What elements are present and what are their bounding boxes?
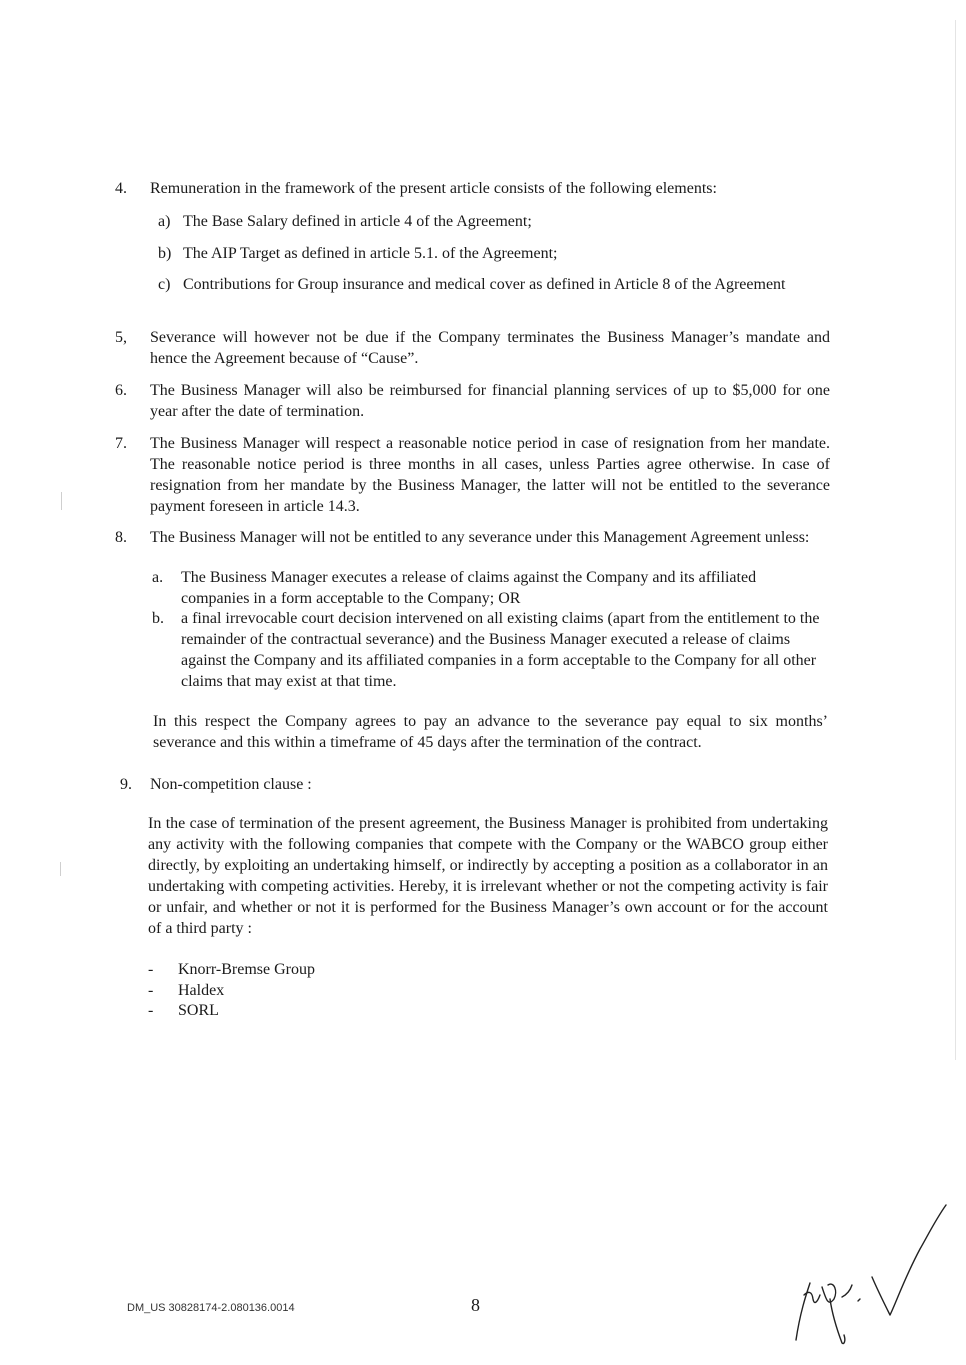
list-dash: -: [148, 982, 154, 999]
document-code: DM_US 30828174-2.080136.0014: [127, 1302, 295, 1314]
competitor-name: Haldex: [178, 982, 225, 999]
clause-8-sub-a: [152, 567, 827, 609]
clause-4: [115, 178, 830, 199]
clause-8: [115, 527, 830, 548]
clause-9: [115, 774, 830, 795]
clause-text: The Business Manager will respect a reasonable notice period in case of resignation from her mandate. The reasonable notice period is three months in all cases, unless Parties agree otherwise. In case of resignation from her mandate by the Business Manager, the latter will not be entitled to the severance payment foreseen in article 14.3.: [150, 435, 830, 515]
sub-text: The AIP Target as defined in article 5.1. of the Agreement;: [183, 245, 558, 262]
clause-5: [115, 327, 830, 369]
sub-label: b): [158, 245, 172, 262]
scan-speck: [61, 492, 62, 510]
clause-number: 5,: [115, 329, 127, 346]
sub-text: a final irrevocable court decision intervened on all existing claims (apart from the entitlement to the remainder of the contractual severance) and the Business Manager executed a release of claims against the Company and its affiliated companies in a form acceptable to the Company for all other claims that may exist at that time.: [181, 610, 820, 690]
competitor-list-item: [148, 980, 448, 1001]
clause-text: Severance will however not be due if the Company terminates the Business Manager’s mandate and hence the Agreement because of “Cause”.: [150, 329, 830, 367]
sub-text: The Base Salary defined in article 4 of the Agreement;: [183, 213, 532, 230]
scan-speck: [60, 862, 61, 876]
clause-number: 8.: [115, 529, 127, 546]
competitor-name: Knorr-Bremse Group: [178, 961, 315, 978]
clause-7: [115, 433, 830, 517]
clause-4-sub-c: [158, 274, 823, 295]
clause-text: The Business Manager will also be reimbursed for financial planning services of up to $5,000 for one year after the date of termination.: [150, 382, 830, 420]
clause-6: [115, 380, 830, 422]
clause-8-advance-paragraph: In this respect the Company agrees to pay an advance to the severance pay equal to six months’ severance and this within a timeframe of 45 days after the termination of the contract.: [153, 713, 828, 751]
clause-4-sub-b: [158, 243, 823, 264]
scan-edge-line: [955, 20, 956, 1060]
clause-title: Non-competition clause :: [150, 776, 312, 793]
sub-text: The Business Manager executes a release of claims against the Company and its affiliated companies in a form acceptable to the Company; OR: [181, 569, 757, 607]
competitor-list-item: [148, 1000, 448, 1021]
sub-label: a): [158, 213, 171, 230]
list-dash: -: [148, 1002, 154, 1019]
clause-number: 6.: [115, 382, 127, 399]
sub-label: b.: [152, 610, 164, 627]
non-competition-paragraph: In the case of termination of the present agreement, the Business Manager is prohibited from undertaking any activity with the following companies that compete with the Company or the WABCO group either directly, by exploiting an undertaking himself, or indirectly by accepting a position as a collaborator in an undertaking with competing activities. Hereby, it is irrelevant whether or not the competing activity is fair or unfair, and whether or not it is performed for the Business Manager’s own account or for the account of a third party :: [148, 815, 828, 937]
page-number: 8: [471, 1295, 480, 1315]
clause-number: 7.: [115, 435, 127, 452]
sub-text: Contributions for Group insurance and medical cover as defined in Article 8 of the Agreement: [183, 276, 786, 293]
clause-number: 4.: [115, 180, 127, 197]
clause-text: The Business Manager will not be entitled to any severance under this Management Agreement unless:: [150, 529, 810, 546]
clause-4-sub-a: [158, 211, 823, 232]
list-dash: -: [148, 961, 154, 978]
competitor-list-item: [148, 959, 448, 980]
clause-number: 9.: [120, 776, 132, 793]
handwritten-initials-signature: [780, 1195, 950, 1350]
competitor-name: SORL: [178, 1002, 219, 1019]
clause-8-sub-b: [152, 608, 827, 692]
sub-label: a.: [152, 569, 164, 586]
clause-text: Remuneration in the framework of the present article consists of the following elements:: [150, 180, 717, 197]
sub-label: c): [158, 276, 171, 293]
